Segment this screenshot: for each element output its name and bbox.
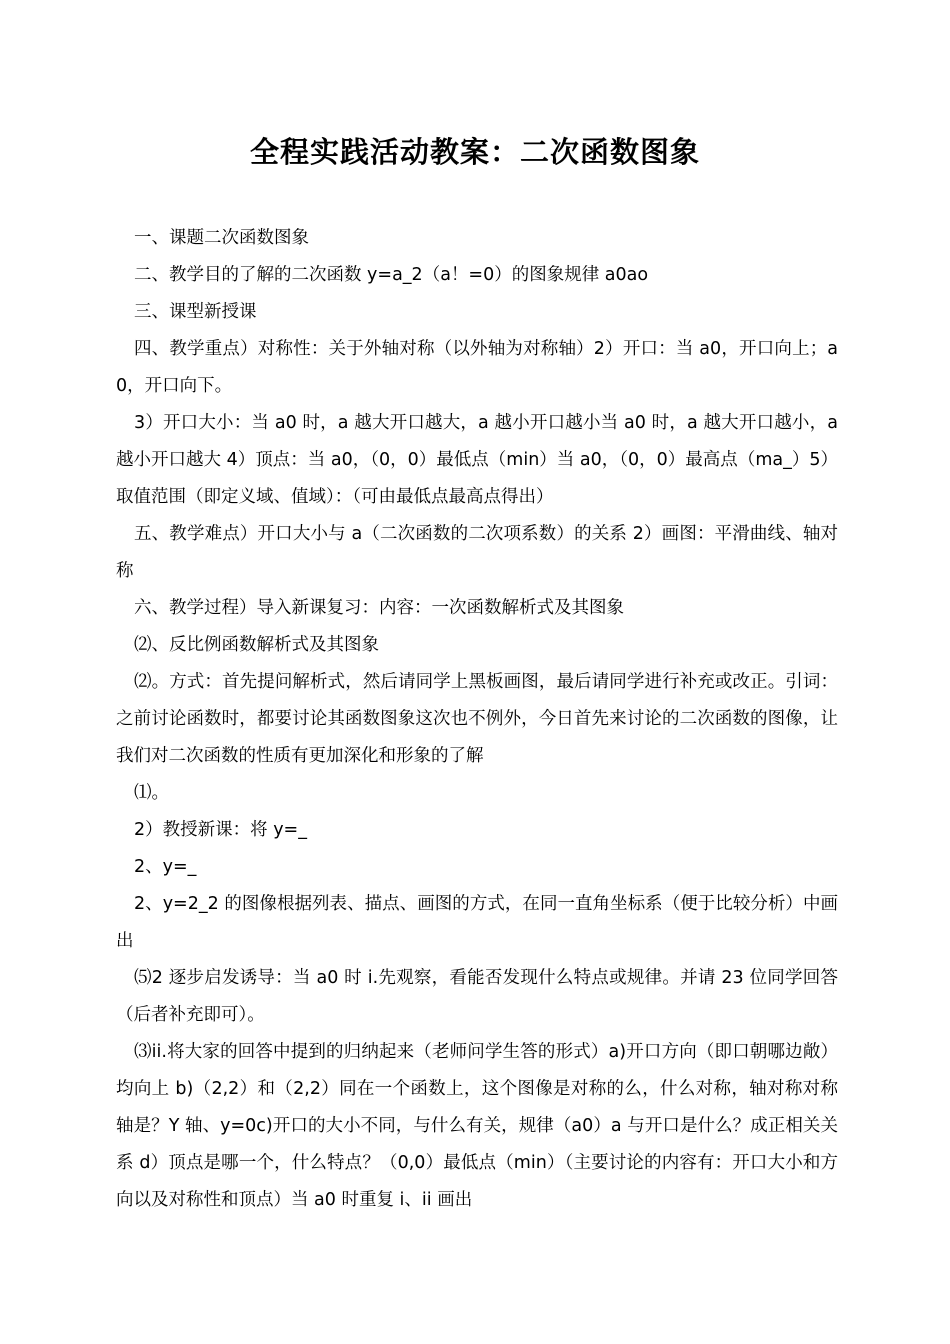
paragraph-topic: 一、课题二次函数图象: [134, 228, 309, 248]
paragraph-y-equals: 2、y=_: [134, 857, 197, 877]
paragraph-inverse-function: ⑵、反比例函数解析式及其图象: [134, 635, 379, 655]
paragraph-new-lesson: 2）教授新课：将 y=_: [134, 820, 307, 840]
paragraph-process: 六、教学过程）导入新课复习：内容：一次函数解析式及其图象: [134, 598, 624, 618]
paragraph-step-1: ⑴。: [134, 783, 169, 803]
paragraph-summary: ⑶ii.将大家的回答中提到的归纳起来（老师问学生答的形式）a)开口方向（即口朝哪边敞）均向上 b)（2,2）和（2,2）同在一个函数上，这个图像是对称的么，什么对称，轴对称对称轴是？Y 轴、y=0c)开口的大小不同，与什么有关，规律（a0）a 与开口是什么？成正相关关系 d）顶点是哪一个，什么特点？（0,0）最低点（min）（主要讨论的内容有：开口大小和方向以及对称性和顶点）当 a0 时重复 i、ii 画出: [116, 1042, 838, 1210]
paragraph-opening-size: 3）开口大小：当 a0 时，a 越大开口越大，a 越小开口越小当 a0 时，a 越大开口越小，a 越小开口越大 4）顶点：当 a0，（0，0）最低点（min）当 a0，（0，0）最高点（ma_）5）取值范围（即定义域、值域）：（可由最低点最高点得出）: [116, 413, 838, 507]
paragraph-difficulties: 五、教学难点）开口大小与 a（二次函数的二次项系数）的关系 2）画图：平滑曲线、轴对称: [116, 524, 838, 581]
paragraph-graph-drawing: 2、y=2_2 的图像根据列表、描点、画图的方式，在同一直角坐标系（便于比较分析）中画出: [116, 894, 838, 951]
paragraph-lesson-type: 三、课型新授课: [134, 302, 257, 322]
paragraph-teaching-goal: 二、教学目的了解的二次函数 y=a_2（a！=0）的图象规律 a0ao: [134, 265, 649, 285]
document-title: 全程实践活动教案：二次函数图象: [249, 135, 700, 169]
paragraph-key-points: 四、教学重点）对称性：关于外轴对称（以外轴为对称轴）2）开口：当 a0，开口向上；a0，开口向下。: [116, 339, 838, 396]
document-body: [116, 220, 838, 1219]
paragraph-method: ⑵。方式：首先提问解析式，然后请同学上黑板画图，最后请同学进行补充或改正。引词：之前讨论函数时，都要讨论其函数图象这次也不例外，今日首先来讨论的二次函数的图像，让我们对二次函数的性质有更加深化和形象的了解: [116, 672, 838, 766]
paragraph-guidance: ⑸2 逐步启发诱导：当 a0 时 i.先观察，看能否发现什么特点或规律。并请 23 位同学回答（后者补充即可）。: [116, 968, 838, 1025]
